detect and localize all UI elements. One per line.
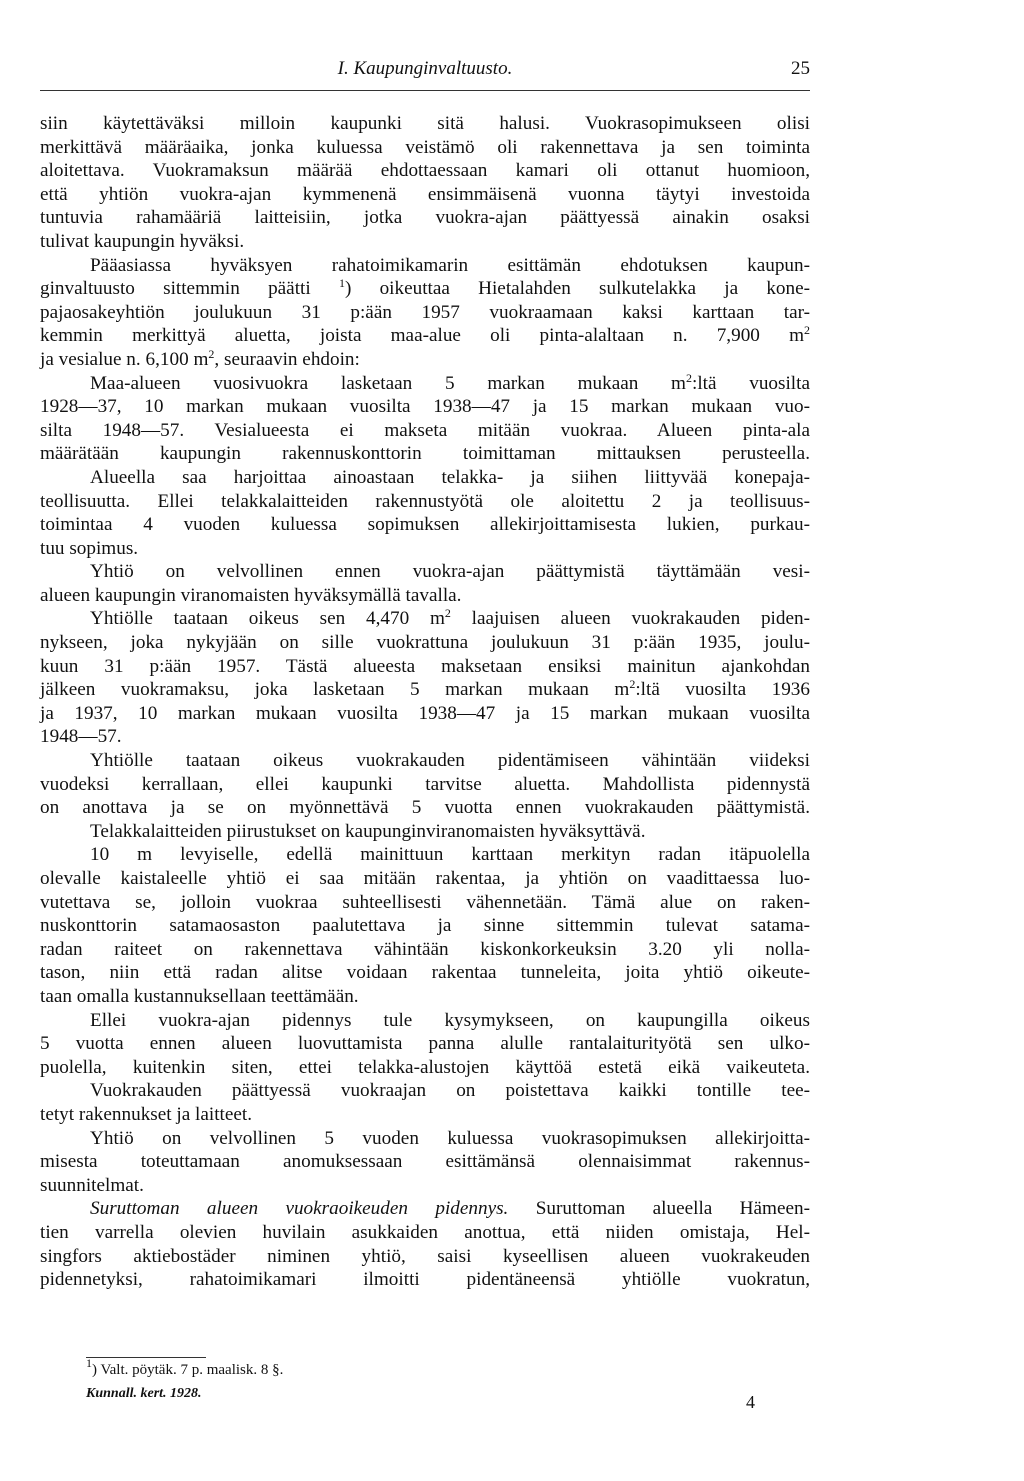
text-line: 10 m levyiselle, edellä mainittuun karttaan merkityn radan itäpuolella: [90, 844, 810, 866]
text-line: Vuokrakauden päättyessä vuokraajan on poistettava kaikki tontille tee-: [90, 1080, 810, 1102]
text-line: ja 1937, 10 markan mukaan vuosilta 1938—47 ja 15 markan mukaan vuosilta: [40, 702, 810, 724]
text-line: nykseen, joka nykyjään on sille vuokrattuna joulukuun 31 p:ään 1935, joulu-: [40, 632, 810, 654]
footnote-rule: [86, 1357, 206, 1358]
text-span: Maa-alueen vuosivuokra lasketaan 5 markan mukaan m: [90, 372, 686, 394]
text-line: Yhtiö on velvollinen 5 vuoden kuluessa vuokrasopimuksen allekirjoitta-: [90, 1127, 810, 1149]
text-line: Yhtiölle taataan oikeus vuokrakauden pidentämiseen vähintään viideksi: [90, 750, 810, 772]
page-number: 25: [791, 58, 810, 79]
text-line: ginvaltuusto sittemmin päätti $^1$) oikeuttaa Hietalahden sulkutelakka ja kone-: [40, 276, 811, 300]
text-line: [40, 1197, 810, 1221]
running-header: [40, 58, 810, 88]
text-line: [40, 607, 810, 631]
text-line: olevalle kaistaleelle yhtiö ei saa mitään rakentaa, ja yhtiön on vaadittaessa luo-: [40, 868, 810, 889]
text-span: :ltä vuosilta 1936: [635, 679, 810, 701]
text-line: [40, 678, 810, 702]
header-rule: [40, 90, 810, 91]
sheet-number: 4: [746, 1392, 755, 1412]
text-line: Yhtiö on velvollinen ennen vuokra-ajan päättymistä täyttämään vesi-: [90, 561, 810, 583]
text-span: jälkeen vuokramaksu, joka lasketaan 5 markan mukaan m: [40, 679, 630, 701]
text-line: [40, 372, 810, 396]
footnote-ref: 1: [338, 276, 345, 291]
text-line: suunnitelmat.: [40, 1174, 144, 1196]
text-span: :ltä vuosilta: [691, 372, 810, 394]
text-line: tuu sopimus.: [40, 537, 139, 559]
running-title: I. Kaupunginvaltuusto.: [337, 58, 513, 79]
superscript: 2: [685, 370, 692, 385]
text-line: 1928—37, 10 markan mukaan vuosilta 1938—47 ja 15 markan mukaan vuo-: [40, 396, 810, 418]
text-span: laajuisen alueen vuokrakauden piden-: [450, 608, 810, 630]
text-line: misesta toteuttamaan anomuksessaan esittämänsä olennaisimmat rakennus-: [40, 1151, 810, 1173]
section-heading: Suruttoman alueen vuokraoikeuden pidennys.: [90, 1198, 509, 1220]
text-line: singfors aktiebostäder niminen yhtiö, saisi kyseellisen alueen vuokrakeuden: [40, 1245, 810, 1267]
text-line: on anottava ja se on myönnettävä 5 vuotta ennen vuokrakauden päättymistä.: [40, 797, 810, 819]
text-line: että yhtiön vuokra-ajan kymmenenä ensimmäisenä vuonna täytyi investoida: [40, 183, 810, 205]
print-source: Kunnall. kert. 1928.: [86, 1386, 202, 1401]
text-line: [40, 348, 810, 372]
text-line: nuskonttorin satamaosaston paalutettava ja sinne sittemmin tulevat satama-: [40, 915, 810, 937]
text-line: merkittävä määräaika, jonka kuluessa veistämö oli rakennettava ja sen toiminta: [40, 136, 810, 158]
text-span: Yhtiölle taataan oikeus sen 4,470 m: [90, 608, 445, 630]
text-line: aloitettava. Vuokramaksun määrää ehdottaessaan kamari oli ottanut huomioon,: [40, 160, 810, 182]
text-line: toimintaa 4 vuoden kuluessa sopimuksen allekirjoittamisesta lukien, purkau-: [40, 514, 810, 536]
text-span: , seuraavin ehdoin:: [214, 348, 360, 370]
text-line: tason, niin että radan alitse voidaan rakentaa tunneleita, joita yhtiö oikeute-: [40, 962, 810, 984]
text-line: taan omalla kustannuksellaan teettämään.: [40, 985, 359, 1007]
footnote-marker: 1: [86, 1356, 92, 1370]
text-span: Suruttoman alueella Hämeen-: [508, 1198, 810, 1220]
footnote: $^1$) Valt. pöytäk. 7 p. maalisk. 8 §.: [86, 1356, 284, 1378]
superscript: 2: [629, 677, 636, 692]
text-line: vuodeksi kerrallaan, ellei kaupunki tarvitse aluetta. Mahdollista pidennystä: [40, 773, 810, 795]
text-line: alueen kaupungin viranomaisten hyväksymällä tavalla.: [40, 584, 462, 606]
text-line: tuntuvia rahamääriä laitteisiin, jotka vuokra-ajan päättyessä ainakin osaksi: [40, 207, 810, 229]
text-line: tulivat kaupungin hyväksi.: [40, 230, 245, 252]
text-line: tien varrella olevien huvilain asukkaiden anottua, että niiden omistaja, Hel-: [40, 1221, 810, 1243]
text-line: Alueella saa harjoittaa ainoastaan telakka- ja siihen liittyvää konepaja-: [90, 466, 810, 488]
text-line: tetyt rakennukset ja laitteet.: [40, 1103, 253, 1125]
text-line: siin käytettäväksi milloin kaupunki sitä halusi. Vuokrasopimukseen olisi: [40, 113, 810, 134]
text-line: pidennetyksi, rahatoimikamari ilmoitti pidentäneensä yhtiölle vuokratun,: [40, 1269, 810, 1291]
superscript: 2: [804, 323, 810, 338]
text-line: 5 vuotta ennen alueen luovuttamista panna alulle rantalaiturityötä sen ulko-: [40, 1033, 810, 1055]
text-line: puolella, kuitenkin siten, ettei telakka-alustojen käyttöä estetä eikä vaikeuteta.: [40, 1056, 810, 1078]
text-span: ginvaltuusto sittemmin päätti: [40, 278, 311, 300]
text-span: ja vesialue n. 6,100 m: [40, 348, 209, 370]
text-span: kemmin merkittyä aluetta, joista maa-alue oli pinta-alaltaan n. 7,900 m: [40, 325, 804, 347]
text-line: pajaosakeyhtiön joulukuun 31 p:ään 1957 vuokraamaan kaksi karttaan tar-: [40, 301, 810, 323]
text-line: [40, 324, 810, 348]
text-line: vutettava se, jolloin vuokraa suhteellisesti vähennetään. Tämä alue on raken-: [40, 891, 810, 913]
text-span: oikeuttaa Hietalahden sulkutelakka ja kone-: [379, 278, 811, 300]
text-line: Telakkalaitteiden piirustukset on kaupunginviranomaisten hyväksyttävä.: [90, 820, 646, 842]
text-line: kuun 31 p:ään 1957. Tästä alueesta maksetaan ensiksi mainitun ajankohdan: [40, 655, 810, 677]
superscript: 2: [208, 346, 215, 361]
superscript: 2: [444, 606, 451, 621]
text-line: 1948—57.: [40, 726, 122, 748]
text-line: Pääasiassa hyväksyen rahatoimikamarin esittämän ehdotuksen kaupun-: [90, 254, 810, 276]
text-line: Ellei vuokra-ajan pidennys tule kysymykseen, on kaupungilla oikeus: [90, 1009, 810, 1031]
text-line: silta 1948—57. Vesialueesta ei makseta mitään vuokraa. Alueen pinta-ala: [40, 419, 810, 441]
text-line: teollisuutta. Ellei telakkalaitteiden rakennustyötä ole aloitettu 2 ja teollisuus-: [40, 490, 810, 512]
text-line: määrätään kaupungin rakennuskonttorin toimittaman mittauksen perusteella.: [40, 443, 810, 465]
footnote-text: Valt. pöytäk. 7 p. maalisk. 8 §.: [97, 1362, 284, 1378]
text-line: radan raiteet on rakennettava vähintään kiskonkorkeuksin 3.20 yli nolla-: [40, 938, 810, 960]
body-text: [40, 112, 810, 1292]
